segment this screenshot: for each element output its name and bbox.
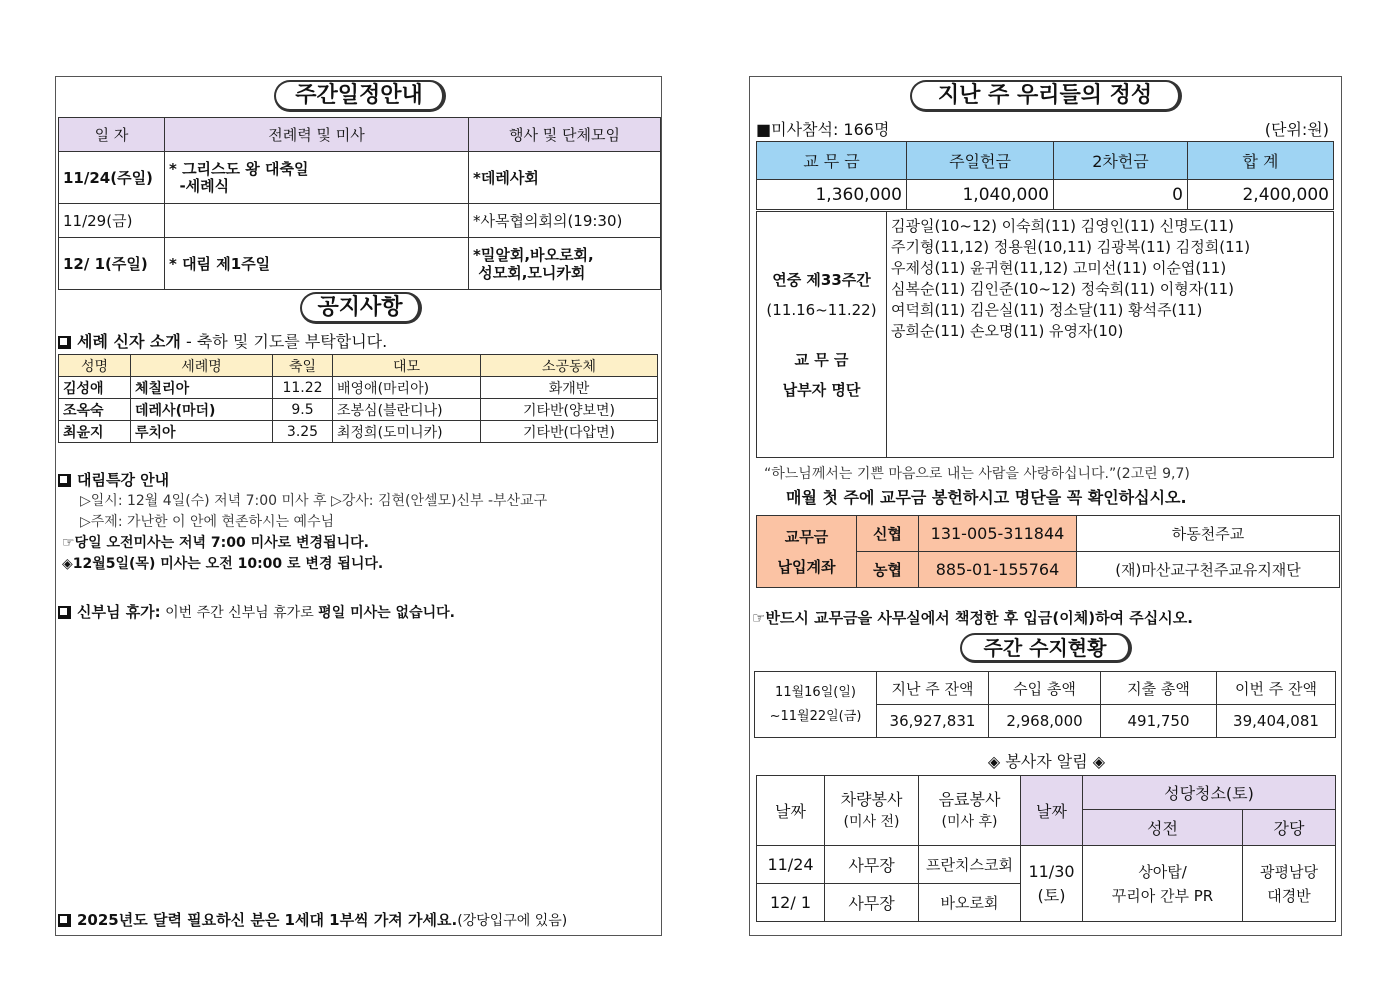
finance-header: 지출 총액 bbox=[1101, 672, 1217, 705]
schedule-date: 11/24(주일) bbox=[59, 152, 165, 204]
vacation-section bbox=[58, 601, 455, 622]
volunteer-header-drink-label: 음료봉사 bbox=[938, 789, 1001, 809]
baptism-subtitle: - 축하 및 기도를 부탁합니다. bbox=[185, 332, 388, 351]
donor-period: (11.16~11.22) bbox=[766, 300, 877, 319]
baptism-feast: 11.22 bbox=[273, 377, 333, 399]
offerings-table bbox=[756, 141, 1334, 210]
account-label-2: 납입계좌 bbox=[777, 557, 836, 576]
clean-sanctuary-line: 상아탑/ bbox=[1138, 862, 1187, 881]
baptism-heading: 세례 신자 소개 bbox=[77, 332, 181, 351]
calendar-note: (강당입구에 있음) bbox=[457, 913, 568, 929]
account-holder: (재)마산교구천주교유지재단 bbox=[1077, 552, 1340, 588]
notices-title: 공지사항 bbox=[300, 292, 422, 324]
volunteer-header-date2: 날짜 bbox=[1021, 776, 1083, 846]
volunteer-drink: 바오로회 bbox=[919, 884, 1021, 922]
account-table bbox=[756, 515, 1340, 588]
advent-line-3: ☞당일 오전미사는 저녁 7:00 미사로 변경됩니다. bbox=[62, 535, 369, 551]
offerings-header: 합 계 bbox=[1188, 142, 1334, 180]
offering-value: 1,040,000 bbox=[907, 180, 1054, 210]
baptism-header: 축일 bbox=[273, 355, 333, 377]
account-label bbox=[757, 516, 857, 588]
account-number: 131-005-311844 bbox=[919, 516, 1077, 552]
finance-period bbox=[755, 672, 877, 738]
schedule-header-event: 행사 및 단체모임 bbox=[469, 118, 661, 152]
schedule-liturgy: * 그리스도 왕 대축일 -세례식 bbox=[165, 152, 469, 204]
volunteer-date: 11/24 bbox=[757, 846, 825, 884]
checkbox-square-icon bbox=[58, 606, 71, 619]
volunteer-header-date: 날짜 bbox=[757, 776, 825, 846]
attendance: ■미사참석: 166명 bbox=[756, 120, 890, 139]
account-bank: 신협 bbox=[857, 516, 919, 552]
table-row bbox=[757, 846, 1336, 884]
donor-label-cell bbox=[757, 212, 887, 458]
baptism-table bbox=[58, 354, 658, 443]
schedule-event: *밀알회,바오로회, 성모회,모니카회 bbox=[469, 238, 661, 290]
advent-heading: 대림특강 안내 bbox=[77, 471, 170, 489]
schedule-date: 11/29(금) bbox=[59, 204, 165, 238]
donor-label: 납부자 명단 bbox=[782, 380, 861, 399]
volunteer-header-drink-sub: (미사 후) bbox=[941, 813, 998, 830]
schedule-date: 12/ 1(주일) bbox=[59, 238, 165, 290]
advent-line-4: ◈12월5일(목) 미사는 오전 10:00 로 변경 됩니다. bbox=[62, 556, 384, 572]
donor-line: 우제성(11) 윤귀현(11,12) 고미선(11) 이순엽(11) bbox=[891, 259, 1227, 277]
finance-value: 491,750 bbox=[1101, 705, 1217, 738]
donor-list bbox=[887, 212, 1334, 458]
baptism-header: 세례명 bbox=[131, 355, 273, 377]
donor-line: 심복순(11) 김인준(10~12) 정숙희(11) 이형자(11) bbox=[891, 280, 1235, 298]
baptism-godmother: 최정희(도미니카) bbox=[333, 421, 481, 443]
vacation-text: 이번 주간 신부님 휴가로 bbox=[160, 605, 319, 621]
schedule-header-date: 일 자 bbox=[59, 118, 165, 152]
volunteer-header-car bbox=[825, 776, 919, 846]
volunteers-table bbox=[756, 775, 1336, 922]
baptism-community: 기타반(양보면) bbox=[481, 399, 658, 421]
checkbox-square-icon bbox=[58, 914, 71, 927]
schedule-header-liturgy: 전례력 및 미사 bbox=[165, 118, 469, 152]
advent-section bbox=[58, 470, 547, 575]
quote: “하느님께서는 기쁜 마음으로 내는 사람을 사랑하십니다.”(2고린 9,7) bbox=[764, 466, 1190, 482]
volunteer-drink: 프란치스코회 bbox=[919, 846, 1021, 884]
volunteers-title: ◈ 봉사자 알림 ◈ bbox=[987, 752, 1106, 771]
donor-line: 김광일(10~12) 이숙희(11) 김영인(11) 신명도(11) bbox=[891, 217, 1235, 235]
clean-date bbox=[1021, 846, 1083, 922]
clean-sanctuary bbox=[1083, 846, 1243, 922]
account-holder: 하동천주교 bbox=[1077, 516, 1340, 552]
baptism-feast: 3.25 bbox=[273, 421, 333, 443]
finance-title: 주간 수지현황 bbox=[960, 633, 1132, 663]
finance-period-start: 11월16일(일) bbox=[775, 684, 856, 700]
offerings-title: 지난 주 우리들의 정성 bbox=[910, 80, 1182, 112]
volunteer-header-sanctuary: 성전 bbox=[1083, 810, 1243, 846]
baptism-godmother: 배영애(마리아) bbox=[333, 377, 481, 399]
baptism-feast: 9.5 bbox=[273, 399, 333, 421]
baptism-community: 기타반(다압면) bbox=[481, 421, 658, 443]
table-row bbox=[59, 204, 661, 238]
offerings-header: 2차헌금 bbox=[1054, 142, 1188, 180]
clean-date-weekday: (토) bbox=[1037, 885, 1066, 905]
baptism-christian-name: 데레사(마더) bbox=[131, 399, 273, 421]
finance-period-end: ~11월22일(금) bbox=[769, 708, 862, 724]
baptism-name: 김성애 bbox=[59, 377, 131, 399]
finance-header: 이번 주 잔액 bbox=[1217, 672, 1336, 705]
finance-table bbox=[754, 671, 1336, 738]
table-row bbox=[59, 152, 661, 204]
donor-line: 공희순(11) 손오명(11) 유영자(10) bbox=[891, 322, 1124, 340]
donor-line: 여덕희(11) 김은실(11) 정소달(11) 황석주(11) bbox=[891, 301, 1203, 319]
donor-label: 교 무 금 bbox=[794, 350, 849, 369]
finance-value: 39,404,081 bbox=[1217, 705, 1336, 738]
baptism-name: 최윤지 bbox=[59, 421, 131, 443]
offering-value: 2,400,000 bbox=[1188, 180, 1334, 210]
volunteer-header-car-sub: (미사 전) bbox=[843, 813, 900, 830]
finance-header: 수입 총액 bbox=[989, 672, 1101, 705]
donor-week: 연중 제33주간 bbox=[772, 270, 871, 289]
schedule-event: *데레사회 bbox=[469, 152, 661, 204]
baptism-christian-name: 체칠리아 bbox=[131, 377, 273, 399]
clean-hall-line: 광평남당 bbox=[1260, 862, 1318, 881]
account-note: ☞반드시 교무금을 사무실에서 책정한 후 입금(이체)하여 주십시오. bbox=[752, 609, 1193, 627]
table-row bbox=[59, 421, 658, 443]
volunteer-header-drink bbox=[919, 776, 1021, 846]
finance-header: 지난 주 잔액 bbox=[877, 672, 989, 705]
clean-hall bbox=[1243, 846, 1336, 922]
account-label-1: 교무금 bbox=[784, 527, 829, 546]
offerings-header: 주일헌금 bbox=[907, 142, 1054, 180]
baptism-header: 소공동체 bbox=[481, 355, 658, 377]
baptism-header: 성명 bbox=[59, 355, 131, 377]
volunteer-car: 사무장 bbox=[825, 846, 919, 884]
baptism-heading-row bbox=[58, 329, 387, 352]
checkbox-square-icon bbox=[58, 336, 71, 349]
baptism-christian-name: 루치아 bbox=[131, 421, 273, 443]
finance-value: 2,968,000 bbox=[989, 705, 1101, 738]
volunteer-car: 사무장 bbox=[825, 884, 919, 922]
donor-line: 주기형(11,12) 정용원(10,11) 김광복(11) 김정희(11) bbox=[891, 238, 1251, 256]
unit-label: (단위:원) bbox=[1264, 120, 1329, 139]
volunteer-header-car-label: 차량봉사 bbox=[840, 789, 903, 809]
schedule-liturgy: * 대림 제1주일 bbox=[165, 238, 469, 290]
donor-table bbox=[756, 211, 1334, 458]
account-bank: 농협 bbox=[857, 552, 919, 588]
advent-line-2: ▷주제: 가난한 이 안에 현존하시는 예수님 bbox=[80, 514, 335, 530]
offerings-header: 교 무 금 bbox=[757, 142, 907, 180]
offering-value: 0 bbox=[1054, 180, 1188, 210]
volunteer-header-clean: 성당청소(토) bbox=[1083, 776, 1336, 810]
left-panel bbox=[55, 76, 662, 936]
baptism-godmother: 조봉심(블란디나) bbox=[333, 399, 481, 421]
calendar-section bbox=[58, 909, 567, 930]
calendar-text: 2025년도 달력 필요하신 분은 1세대 1부씩 가져 가세요. bbox=[77, 911, 458, 929]
right-panel bbox=[749, 76, 1342, 936]
volunteer-date: 12/ 1 bbox=[757, 884, 825, 922]
vacation-emphasis: 평일 미사는 없습니다. bbox=[318, 605, 455, 621]
schedule-table bbox=[58, 117, 661, 290]
clean-sanctuary-line: 꾸리아 간부 PR bbox=[1111, 886, 1214, 905]
clean-hall-line: 대경반 bbox=[1267, 886, 1311, 905]
table-row bbox=[59, 238, 661, 290]
offering-value: 1,360,000 bbox=[757, 180, 907, 210]
baptism-header: 대모 bbox=[333, 355, 481, 377]
account-number: 885-01-155764 bbox=[919, 552, 1077, 588]
advent-line-1: ▷일시: 12월 4일(수) 저녁 7:00 미사 후 ▷강사: 김현(안셀모)신부 -부산교구 bbox=[80, 493, 548, 509]
baptism-name: 조옥숙 bbox=[59, 399, 131, 421]
clean-date-day: 11/30 bbox=[1028, 861, 1075, 881]
schedule-liturgy bbox=[165, 204, 469, 238]
finance-value: 36,927,831 bbox=[877, 705, 989, 738]
table-row bbox=[59, 399, 658, 421]
reminder: 매월 첫 주에 교무금 봉헌하시고 명단을 꼭 확인하십시오. bbox=[786, 488, 1187, 507]
schedule-title: 주간일정안내 bbox=[274, 80, 446, 112]
checkbox-square-icon bbox=[58, 474, 71, 487]
table-row bbox=[757, 180, 1334, 210]
vacation-heading: 신부님 휴가: bbox=[77, 603, 161, 621]
table-row bbox=[59, 377, 658, 399]
baptism-community: 화개반 bbox=[481, 377, 658, 399]
schedule-event: *사목협의회의(19:30) bbox=[469, 204, 661, 238]
volunteer-header-hall: 강당 bbox=[1243, 810, 1336, 846]
